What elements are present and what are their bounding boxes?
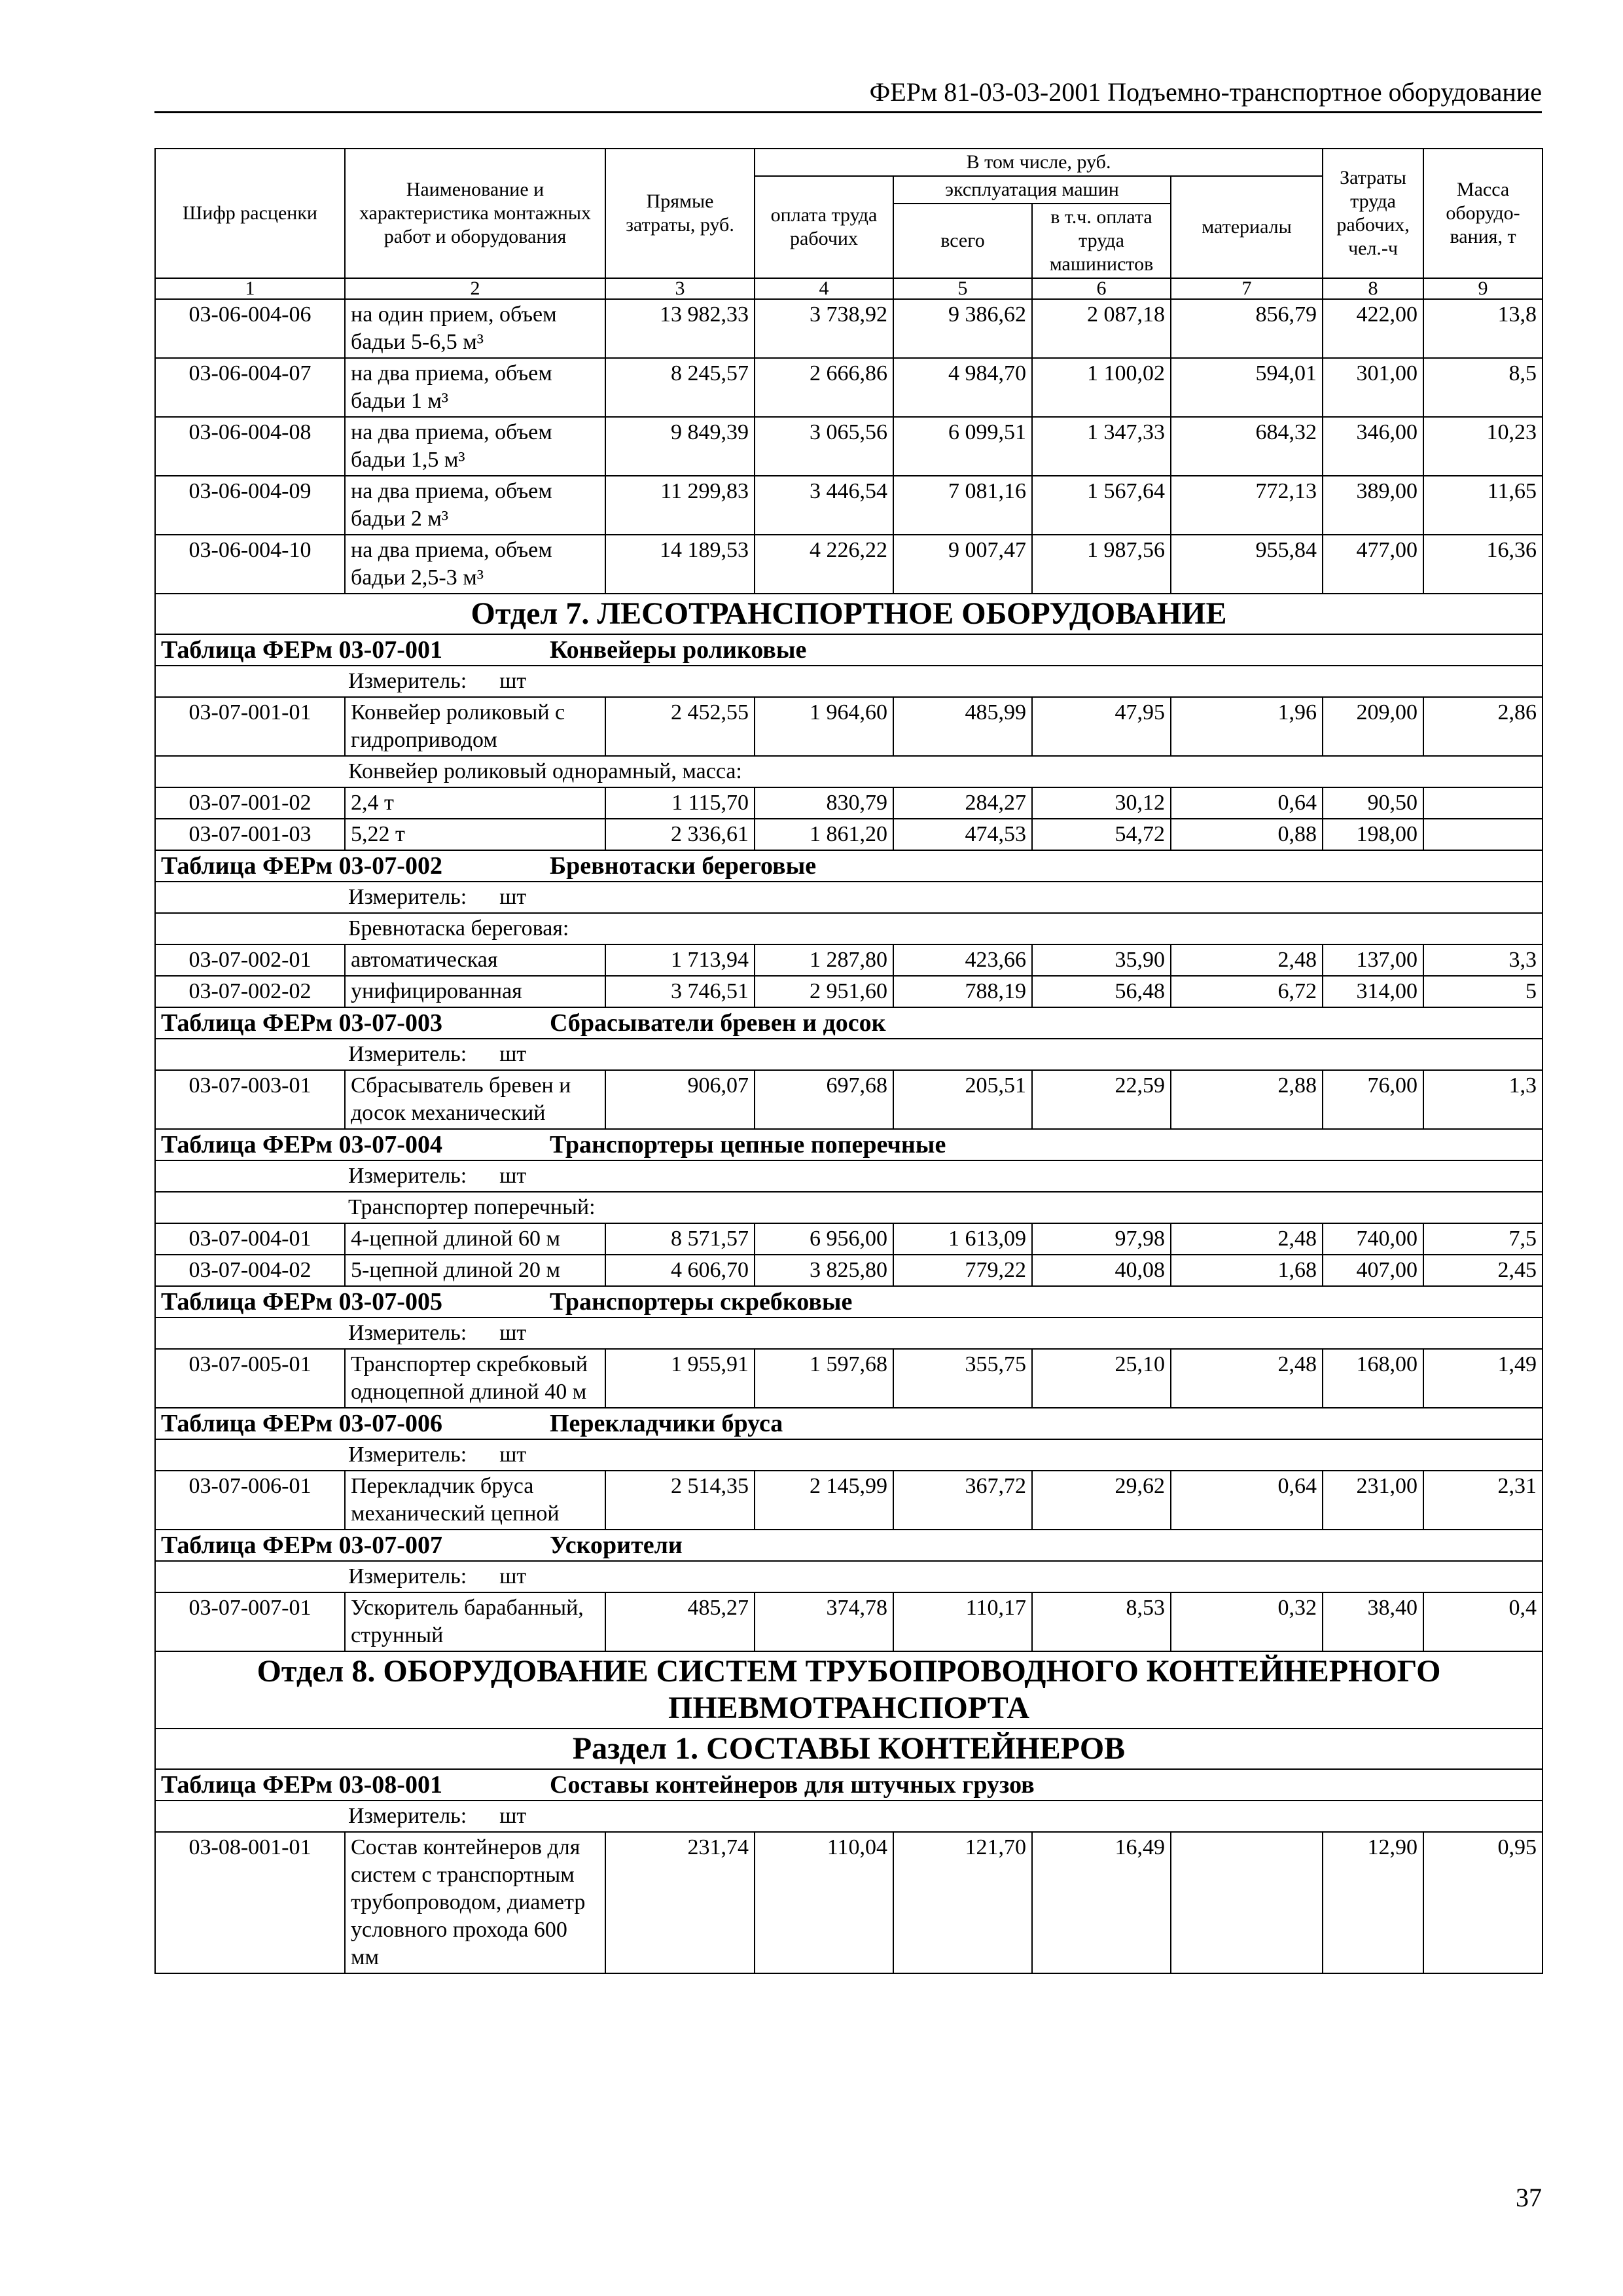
measure-label: Измеритель: — [348, 1042, 467, 1066]
table-title-row — [155, 1530, 1543, 1561]
col-machines-header: эксплуатация машин — [893, 176, 1171, 204]
rate-code: 03-07-001-03 — [155, 819, 345, 850]
materials: 2,48 — [1171, 1349, 1323, 1408]
work-name: на два приема, объем бадьи 2,5-3 м³ — [345, 535, 605, 594]
materials: 6,72 — [1171, 976, 1323, 1007]
labor-pay: 1 597,68 — [755, 1349, 893, 1408]
rate-code: 03-07-003-01 — [155, 1070, 345, 1129]
labor-cost: 168,00 — [1323, 1349, 1423, 1408]
col-number: 5 — [893, 278, 1032, 299]
direct-cost: 2 514,35 — [605, 1471, 755, 1530]
mass: 2,45 — [1423, 1255, 1543, 1286]
machinists-pay: 1 567,64 — [1032, 476, 1171, 535]
table-row — [155, 697, 1543, 756]
direct-cost: 1 955,91 — [605, 1349, 755, 1408]
table-row — [155, 358, 1543, 417]
machines-total: 4 984,70 — [893, 358, 1032, 417]
subheading: Транспортер поперечный: — [155, 1192, 1543, 1223]
mass: 1,49 — [1423, 1349, 1543, 1408]
col-code-header: Шифр расценки — [155, 149, 345, 278]
direct-cost: 13 982,33 — [605, 299, 755, 358]
materials: 856,79 — [1171, 299, 1323, 358]
materials: 0,32 — [1171, 1592, 1323, 1651]
section-8-title: Отдел 8. ОБОРУДОВАНИЕ СИСТЕМ ТРУБОПРОВОДНОГО КОНТЕЙНЕРНОГО ПНЕВМОТРАНСПОРТА — [155, 1651, 1543, 1729]
machines-total: 367,72 — [893, 1471, 1032, 1530]
machines-total: 6 099,51 — [893, 417, 1032, 476]
rate-code: 03-07-007-01 — [155, 1592, 345, 1651]
mass: 2,31 — [1423, 1471, 1543, 1530]
col-number: 4 — [755, 278, 893, 299]
labor-cost: 76,00 — [1323, 1070, 1423, 1129]
labor-cost: 346,00 — [1323, 417, 1423, 476]
materials: 1,96 — [1171, 697, 1323, 756]
rate-code: 03-07-002-02 — [155, 976, 345, 1007]
col-direct-header: Прямые затраты, руб. — [605, 149, 755, 278]
machinists-pay: 8,53 — [1032, 1592, 1171, 1651]
measure-row — [155, 1039, 1543, 1070]
direct-cost: 8 245,57 — [605, 358, 755, 417]
machines-total: 779,22 — [893, 1255, 1032, 1286]
machinists-pay: 1 347,33 — [1032, 417, 1171, 476]
section-heading-row — [155, 1729, 1543, 1769]
labor-cost: 422,00 — [1323, 299, 1423, 358]
rate-code: 03-07-005-01 — [155, 1349, 345, 1408]
direct-cost: 2 452,55 — [605, 697, 755, 756]
direct-cost: 906,07 — [605, 1070, 755, 1129]
rate-code: 03-07-001-02 — [155, 787, 345, 819]
machines-total: 788,19 — [893, 976, 1032, 1007]
table-body — [155, 299, 1543, 1973]
labor-cost: 407,00 — [1323, 1255, 1423, 1286]
machines-total: 121,70 — [893, 1832, 1032, 1973]
materials: 594,01 — [1171, 358, 1323, 417]
col-mass-header: Масса оборудо-вания, т — [1423, 149, 1543, 278]
measure-row — [155, 882, 1543, 913]
col-materials-header: материалы — [1171, 176, 1323, 278]
labor-pay: 1 287,80 — [755, 944, 893, 976]
machinists-pay: 2 087,18 — [1032, 299, 1171, 358]
materials: 1,68 — [1171, 1255, 1323, 1286]
machinists-pay: 1 987,56 — [1032, 535, 1171, 594]
labor-cost: 477,00 — [1323, 535, 1423, 594]
table-row — [155, 1832, 1543, 1973]
mass: 3,3 — [1423, 944, 1543, 976]
work-name: 2,4 т — [345, 787, 605, 819]
subheading: Конвейер роликовый однорамный, масса: — [155, 756, 1543, 787]
materials: 0,88 — [1171, 819, 1323, 850]
table-row — [155, 535, 1543, 594]
section-heading-row — [155, 594, 1543, 634]
table-row — [155, 1471, 1543, 1530]
machinists-pay: 35,90 — [1032, 944, 1171, 976]
header-title: ФЕРм 81-03-03-2001 Подъемно-транспортное оборудование — [869, 77, 1542, 107]
col-number: 6 — [1032, 278, 1171, 299]
labor-pay: 374,78 — [755, 1592, 893, 1651]
subheading-row — [155, 1192, 1543, 1223]
table-row — [155, 819, 1543, 850]
mass — [1423, 819, 1543, 850]
machines-total: 7 081,16 — [893, 476, 1032, 535]
measure-label: Измеритель: — [348, 1164, 467, 1188]
labor-pay: 1 964,60 — [755, 697, 893, 756]
labor-pay: 2 951,60 — [755, 976, 893, 1007]
rate-code: 03-08-001-01 — [155, 1832, 345, 1973]
machines-total: 1 613,09 — [893, 1223, 1032, 1255]
direct-cost: 8 571,57 — [605, 1223, 755, 1255]
table-title-row — [155, 1769, 1543, 1801]
work-name: 5-цепной длиной 20 м — [345, 1255, 605, 1286]
measure-unit: шт — [499, 1042, 527, 1066]
measure-label: Измеритель: — [348, 885, 467, 909]
machinists-pay: 22,59 — [1032, 1070, 1171, 1129]
table-row — [155, 976, 1543, 1007]
work-name: Сбрасыватель бревен и досок механический — [345, 1070, 605, 1129]
mass: 7,5 — [1423, 1223, 1543, 1255]
machinists-pay: 47,95 — [1032, 697, 1171, 756]
labor-cost: 12,90 — [1323, 1832, 1423, 1973]
table-title: Перекладчики бруса — [550, 1410, 783, 1437]
machines-total: 423,66 — [893, 944, 1032, 976]
machines-total: 474,53 — [893, 819, 1032, 850]
measure-row — [155, 1561, 1543, 1592]
materials — [1171, 1832, 1323, 1973]
table-code: Таблица ФЕРм 03-07-003 — [161, 1009, 442, 1037]
labor-cost: 314,00 — [1323, 976, 1423, 1007]
labor-cost: 301,00 — [1323, 358, 1423, 417]
rate-code: 03-07-004-01 — [155, 1223, 345, 1255]
page-number: 37 — [1516, 2183, 1542, 2212]
table-title: Транспортеры цепные поперечные — [550, 1131, 946, 1158]
col-machines-total-header: всего — [893, 204, 1032, 278]
machines-total: 355,75 — [893, 1349, 1032, 1408]
table-row — [155, 1223, 1543, 1255]
col-labor-cost-header: Затраты труда рабочих, чел.-ч — [1323, 149, 1423, 278]
materials: 2,48 — [1171, 944, 1323, 976]
labor-cost: 38,40 — [1323, 1592, 1423, 1651]
machinists-pay: 16,49 — [1032, 1832, 1171, 1973]
mass: 11,65 — [1423, 476, 1543, 535]
table-title: Бревнотаски береговые — [550, 852, 817, 880]
labor-cost: 389,00 — [1323, 476, 1423, 535]
table-code: Таблица ФЕРм 03-07-004 — [161, 1131, 442, 1158]
subheading-row — [155, 756, 1543, 787]
labor-cost: 740,00 — [1323, 1223, 1423, 1255]
work-name: на два приема, объем бадьи 1 м³ — [345, 358, 605, 417]
measure-row — [155, 1318, 1543, 1349]
table-head — [155, 149, 1543, 299]
work-name: на два приема, объем бадьи 1,5 м³ — [345, 417, 605, 476]
table-row — [155, 1592, 1543, 1651]
table-code: Таблица ФЕРм 03-07-001 — [161, 636, 442, 664]
direct-cost: 231,74 — [605, 1832, 755, 1973]
razdel-1-title: Раздел 1. СОСТАВЫ КОНТЕЙНЕРОВ — [155, 1729, 1543, 1769]
table-title: Конвейеры роликовые — [550, 636, 807, 664]
table-row — [155, 944, 1543, 976]
mass: 0,4 — [1423, 1592, 1543, 1651]
rate-code: 03-06-004-07 — [155, 358, 345, 417]
measure-row — [155, 1801, 1543, 1832]
materials: 0,64 — [1171, 787, 1323, 819]
mass: 10,23 — [1423, 417, 1543, 476]
measure-row — [155, 666, 1543, 697]
labor-pay: 3 065,56 — [755, 417, 893, 476]
rates-table — [154, 148, 1543, 1974]
rate-code: 03-07-001-01 — [155, 697, 345, 756]
measure-label: Измеритель: — [348, 1564, 467, 1588]
materials: 0,64 — [1171, 1471, 1323, 1530]
mass: 2,86 — [1423, 697, 1543, 756]
measure-unit: шт — [499, 1804, 527, 1828]
col-number: 1 — [155, 278, 345, 299]
machinists-pay: 1 100,02 — [1032, 358, 1171, 417]
mass: 13,8 — [1423, 299, 1543, 358]
mass: 0,95 — [1423, 1832, 1543, 1973]
direct-cost: 1 115,70 — [605, 787, 755, 819]
col-number: 7 — [1171, 278, 1323, 299]
work-name: 5,22 т — [345, 819, 605, 850]
col-incl-header: В том числе, руб. — [755, 149, 1323, 176]
table-row — [155, 299, 1543, 358]
rate-code: 03-06-004-10 — [155, 535, 345, 594]
measure-label: Измеритель: — [348, 1321, 467, 1345]
col-number: 2 — [345, 278, 605, 299]
machinists-pay: 25,10 — [1032, 1349, 1171, 1408]
measure-unit: шт — [499, 1321, 527, 1345]
materials: 772,13 — [1171, 476, 1323, 535]
table-title: Сбрасыватели бревен и досок — [550, 1009, 886, 1037]
table-title: Составы контейнеров для штучных грузов — [550, 1771, 1035, 1799]
table-code: Таблица ФЕРм 03-07-002 — [161, 852, 442, 880]
work-name: Состав контейнеров для систем с транспортным трубопроводом, диаметр условного прохода 600 мм — [345, 1832, 605, 1973]
direct-cost: 14 189,53 — [605, 535, 755, 594]
measure-row — [155, 1160, 1543, 1192]
mass — [1423, 787, 1543, 819]
machines-total: 110,17 — [893, 1592, 1032, 1651]
table-row — [155, 787, 1543, 819]
machinists-pay: 56,48 — [1032, 976, 1171, 1007]
work-name: унифицированная — [345, 976, 605, 1007]
materials: 2,88 — [1171, 1070, 1323, 1129]
rate-code: 03-07-002-01 — [155, 944, 345, 976]
direct-cost: 2 336,61 — [605, 819, 755, 850]
machines-total: 9 007,47 — [893, 535, 1032, 594]
machines-total: 284,27 — [893, 787, 1032, 819]
table-row — [155, 476, 1543, 535]
column-numbers-row — [155, 278, 1543, 299]
rate-code: 03-07-006-01 — [155, 1471, 345, 1530]
measure-label: Измеритель: — [348, 1804, 467, 1828]
table-row — [155, 1255, 1543, 1286]
table-title-row — [155, 1007, 1543, 1039]
labor-cost: 231,00 — [1323, 1471, 1423, 1530]
labor-pay: 6 956,00 — [755, 1223, 893, 1255]
rate-code: 03-07-004-02 — [155, 1255, 345, 1286]
measure-unit: шт — [499, 1443, 527, 1467]
work-name: автоматическая — [345, 944, 605, 976]
work-name: Перекладчик бруса механический цепной — [345, 1471, 605, 1530]
labor-cost: 137,00 — [1323, 944, 1423, 976]
materials: 2,48 — [1171, 1223, 1323, 1255]
machines-total: 9 386,62 — [893, 299, 1032, 358]
col-name-header: Наименование и характеристика монтажных работ и оборудования — [345, 149, 605, 278]
rate-code: 03-06-004-09 — [155, 476, 345, 535]
machinists-pay: 97,98 — [1032, 1223, 1171, 1255]
labor-pay: 3 446,54 — [755, 476, 893, 535]
table-title: Транспортеры скребковые — [550, 1288, 853, 1316]
direct-cost: 4 606,70 — [605, 1255, 755, 1286]
labor-pay: 697,68 — [755, 1070, 893, 1129]
work-name: 4-цепной длиной 60 м — [345, 1223, 605, 1255]
table-title-row — [155, 634, 1543, 666]
work-name: на один прием, объем бадьи 5-6,5 м³ — [345, 299, 605, 358]
work-name: Транспортер скребковый одноцепной длиной 40 м — [345, 1349, 605, 1408]
table-title-row — [155, 1129, 1543, 1160]
measure-unit: шт — [499, 669, 527, 693]
machinists-pay: 40,08 — [1032, 1255, 1171, 1286]
machines-total: 205,51 — [893, 1070, 1032, 1129]
table-title-row — [155, 1408, 1543, 1439]
labor-pay: 830,79 — [755, 787, 893, 819]
labor-cost: 209,00 — [1323, 697, 1423, 756]
labor-pay: 110,04 — [755, 1832, 893, 1973]
measure-unit: шт — [499, 1164, 527, 1188]
measure-unit: шт — [499, 1564, 527, 1588]
direct-cost: 11 299,83 — [605, 476, 755, 535]
machines-total: 485,99 — [893, 697, 1032, 756]
col-labor-pay-header: оплата труда рабочих — [755, 176, 893, 278]
work-name: на два приема, объем бадьи 2 м³ — [345, 476, 605, 535]
labor-pay: 3 738,92 — [755, 299, 893, 358]
table-row — [155, 417, 1543, 476]
measure-label: Измеритель: — [348, 669, 467, 693]
col-number: 8 — [1323, 278, 1423, 299]
subheading: Бревнотаска береговая: — [155, 913, 1543, 944]
col-machinists-header: в т.ч. оплата труда машинистов — [1032, 204, 1171, 278]
table-row — [155, 1070, 1543, 1129]
materials: 955,84 — [1171, 535, 1323, 594]
table-code: Таблица ФЕРм 03-07-005 — [161, 1288, 442, 1316]
mass: 8,5 — [1423, 358, 1543, 417]
table-code: Таблица ФЕРм 03-07-007 — [161, 1532, 442, 1559]
mass: 1,3 — [1423, 1070, 1543, 1129]
machinists-pay: 54,72 — [1032, 819, 1171, 850]
mass: 5 — [1423, 976, 1543, 1007]
measure-unit: шт — [499, 885, 527, 909]
machinists-pay: 29,62 — [1032, 1471, 1171, 1530]
work-name: Ускоритель барабанный, струнный — [345, 1592, 605, 1651]
rate-code: 03-06-004-08 — [155, 417, 345, 476]
labor-pay: 2 666,86 — [755, 358, 893, 417]
section-7-title: Отдел 7. ЛЕСОТРАНСПОРТНОЕ ОБОРУДОВАНИЕ — [155, 594, 1543, 634]
subheading-row — [155, 913, 1543, 944]
labor-pay: 3 825,80 — [755, 1255, 893, 1286]
table-code: Таблица ФЕРм 03-08-001 — [161, 1771, 442, 1799]
measure-label: Измеритель: — [348, 1443, 467, 1467]
table-code: Таблица ФЕРм 03-07-006 — [161, 1410, 442, 1437]
materials: 684,32 — [1171, 417, 1323, 476]
labor-pay: 4 226,22 — [755, 535, 893, 594]
table-row — [155, 1349, 1543, 1408]
page-header — [154, 71, 1542, 113]
direct-cost: 1 713,94 — [605, 944, 755, 976]
section-heading-row — [155, 1651, 1543, 1729]
mass: 16,36 — [1423, 535, 1543, 594]
col-number: 3 — [605, 278, 755, 299]
labor-pay: 2 145,99 — [755, 1471, 893, 1530]
labor-cost: 90,50 — [1323, 787, 1423, 819]
table-title: Ускорители — [550, 1532, 683, 1559]
labor-cost: 198,00 — [1323, 819, 1423, 850]
machinists-pay: 30,12 — [1032, 787, 1171, 819]
rate-code: 03-06-004-06 — [155, 299, 345, 358]
work-name: Конвейер роликовый с гидроприводом — [345, 697, 605, 756]
direct-cost: 9 849,39 — [605, 417, 755, 476]
col-number: 9 — [1423, 278, 1543, 299]
table-title-row — [155, 1286, 1543, 1318]
direct-cost: 485,27 — [605, 1592, 755, 1651]
measure-row — [155, 1439, 1543, 1471]
direct-cost: 3 746,51 — [605, 976, 755, 1007]
table-title-row — [155, 850, 1543, 882]
labor-pay: 1 861,20 — [755, 819, 893, 850]
